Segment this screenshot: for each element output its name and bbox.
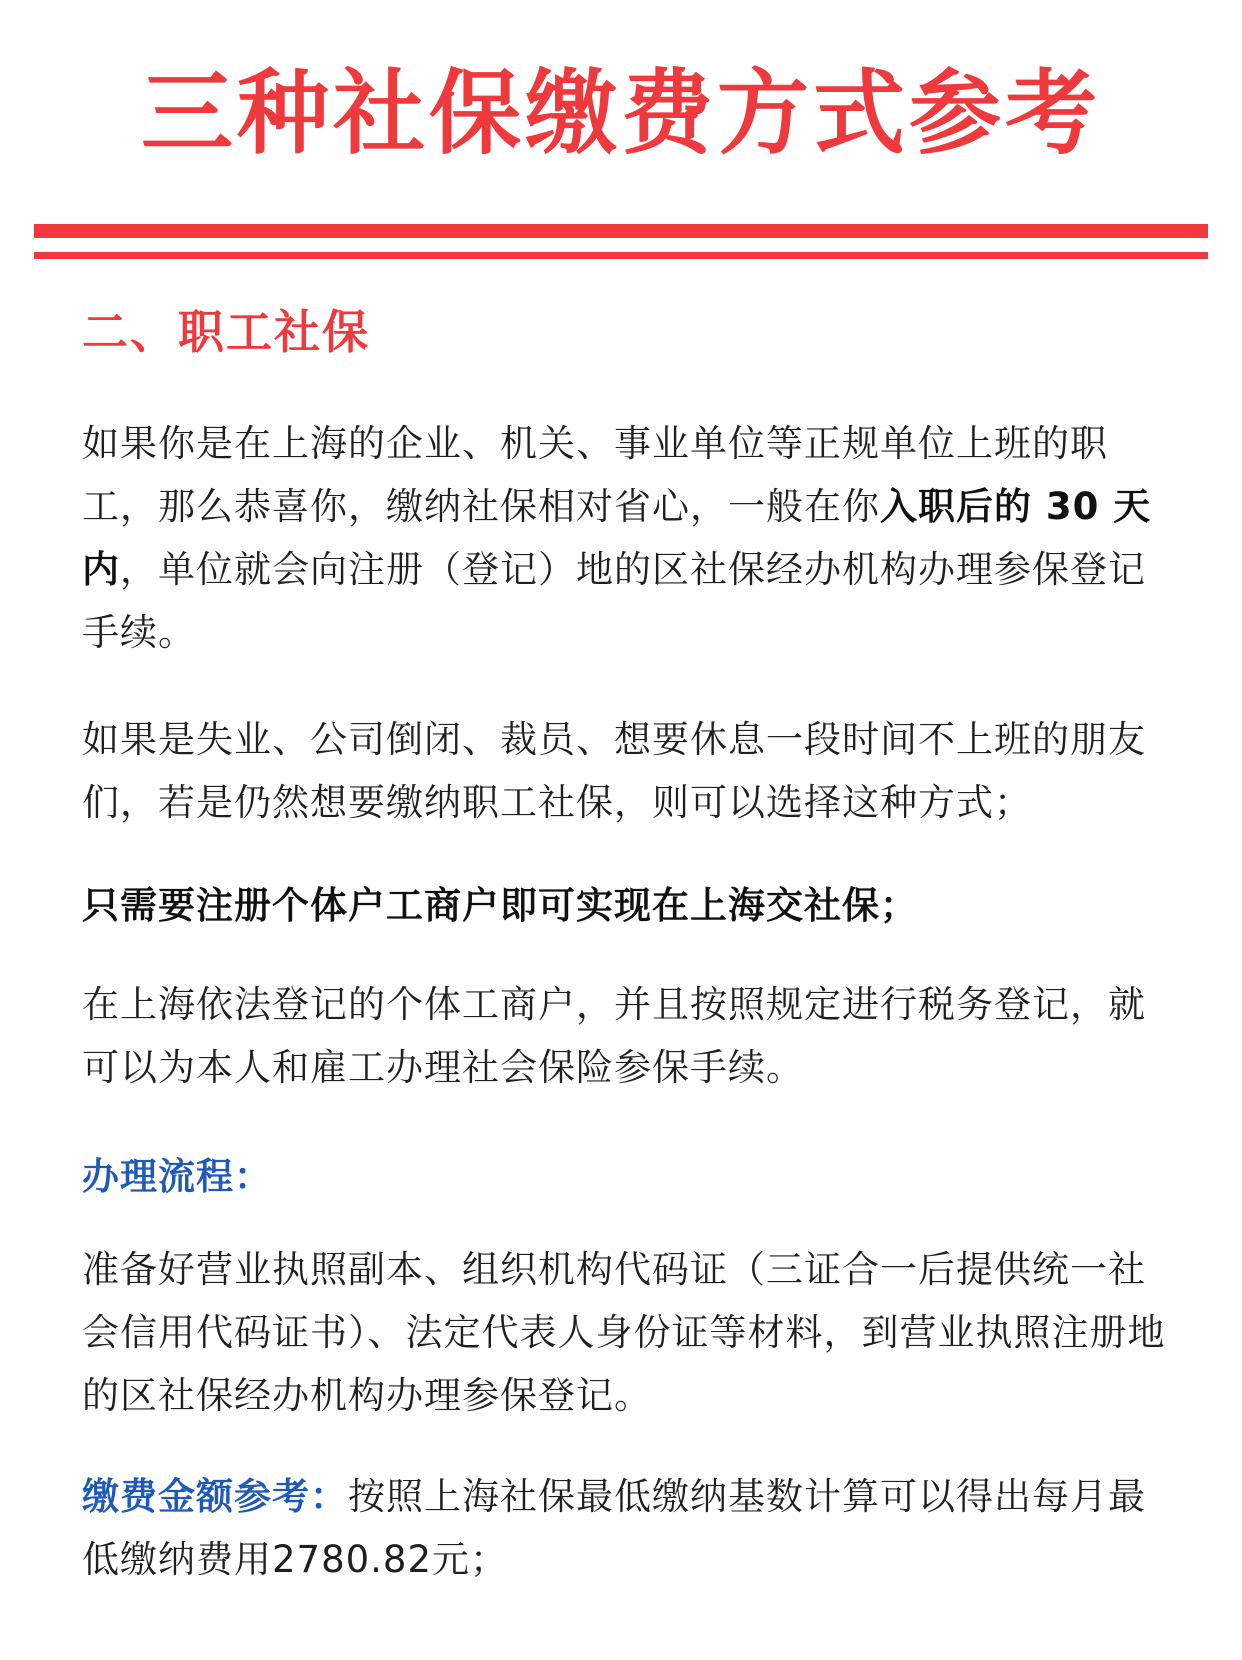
fee-label: 缴费金额参考：: [82, 1475, 348, 1519]
paragraph-individual-business: 在上海依法登记的个体工商户，并且按照规定进行税务登记，就可以为本人和雇工办理社会保险参保手续。: [82, 983, 1146, 1090]
section-heading: 二、职工社保: [82, 305, 370, 359]
fee-text: 按照上海社保最低缴纳基数计算可以得出每月最低缴纳费用2780.82元；: [82, 1475, 1146, 1582]
paragraph-unemployed: 如果是失业、公司倒闭、裁员、想要休息一段时间不上班的朋友们，若是仍然想要缴纳职工社保，则可以选择这种方式；: [82, 718, 1146, 825]
article-body: [82, 300, 1172, 1591]
title-divider-thick: [34, 224, 1208, 238]
paragraph-text: 如果你是在上海的企业、机关、事业单位等正规单位上班的职工，那么恭喜你，缴纳社保相对省心，一般在你: [82, 422, 1108, 529]
paragraph-key-point: 只需要注册个体户工商户即可实现在上海交社保；: [82, 884, 918, 928]
process-label: 办理流程：: [82, 1155, 272, 1199]
paragraph-employee-intro: [82, 412, 1172, 664]
paragraph-process: 准备好营业执照副本、组织机构代码证（三证合一后提供统一社会信用代码证书）、法定代表人身份证等材料，到营业执照注册地的区社保经办机构办理参保登记。: [82, 1248, 1166, 1418]
page-title: 三种社保缴费方式参考: [140, 60, 1101, 167]
paragraph-fee: [82, 1465, 1172, 1591]
title-divider-thin: [34, 252, 1208, 259]
paragraph-text: ，单位就会向注册（登记）地的区社保经办机构办理参保登记手续。: [82, 548, 1146, 655]
emphasis-30-days: 入职后的 30 天内: [82, 485, 1152, 592]
